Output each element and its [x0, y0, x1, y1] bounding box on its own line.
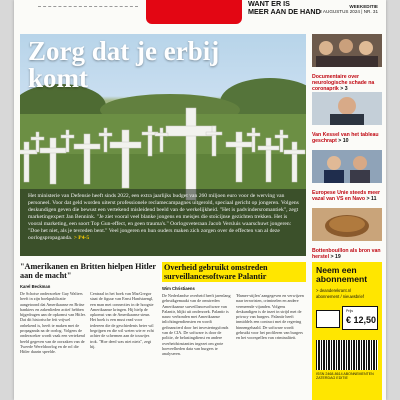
article-text-column: 'Hamer-stijlen' aangegeven en verwijzen naar terroristen, criminelen en andere vermeende vijanden. Volgens deskundigen is de inzet in strijd met de privacy van burgers. Palantir heeft inmiddels een contract met de regering binnengehaald. De software wordt gebruikt voor het profileren van burgers en het voorspellen van criminaliteit. [236, 293, 304, 341]
article-headline: Overheid gebruikt omstreden surveillancesoftware Palantir [162, 262, 306, 282]
hero-text-overlay [20, 189, 306, 256]
article-text-column: Centraal in het boek van MacGregor staat de figuur van Ernst Hanfstaengl, een man met connecties in de hoogste Amerikaanse kringen. Hij hielp de opkomst van de Amerikaanse steun. Het boek is een must read voor iedereen die de geschiedenis beter wil begrijpen en die wil weten wie er echt achter de schermen aan de touwtjes trok. "Hoe deed was niet niets", zegt hij. [90, 291, 154, 349]
qr-code-icon [316, 310, 340, 328]
price-label: Prijs [346, 309, 353, 313]
sidebar-item-bone-broth[interactable] [312, 208, 382, 260]
article-byline: Karel Beckman [20, 284, 51, 289]
sidebar-caption [312, 190, 382, 202]
hero-story[interactable] [20, 34, 306, 256]
sidebar-page-ref: > 10 [338, 138, 349, 144]
tagline-line-2: MEER AAN DE HAND [248, 7, 321, 16]
promo-link[interactable]: > deanderekrant.nl [316, 288, 352, 293]
masthead [14, 0, 386, 34]
article-columns [20, 291, 156, 400]
promo-subtext: abonnement / nieuwsbrief [316, 294, 364, 299]
hero-headline [28, 38, 298, 92]
hero-headline-line-2: komt [28, 63, 88, 93]
hero-body [28, 193, 300, 242]
sidebar-item-documentary[interactable] [312, 34, 382, 92]
barcode-icon [316, 340, 378, 370]
hero-body-text: Het ministerie van Defensie heeft sinds 2022, een extra jaarlijks budget van 260 miljoen euro voor de werving van personeel. Voor dat geld worden uiterst professionele reclamecampagnes uitgerold, speciaal gericht op jongeren. Volgens deskundigen geven die bewust een vertekend misleidend beeld van de werkelijkheid. "Het is padvindersromantiek", zegt marketingexpert Jan Bennink. "Je ziet vooral veel blanke jongens en meisjes die stoïcijnse gezichten trekken. Het is vooral marketing, een soort Top Gun-effect, en geen trauma's." Oorlogsveteraan Jacob Versluis waarschuwt jongeren: "Doe het niet, als je tevreden bent." Veel jongeren en hun ouders maken zich zorgen over de effecten van al deze oorlogspropaganda. [28, 193, 299, 241]
tagline-line-1: WANT ER IS [248, 0, 290, 8]
issue-type: WEEKEDITIE [349, 4, 378, 9]
teaser-image-crowd [312, 34, 382, 67]
newspaper-page [14, 0, 386, 400]
sidebar-caption [312, 248, 382, 260]
article-text-column: De Schotse onderzoeker Guy Walters heeft in zijn boekpublicatie aangetoond dat Amerikaanse en Britse bankiers en zakenlieden actief hebben bijgedragen aan de opkomst van Hitler. Dat dit historische feit vrijwel onbekend is, heeft te maken met de propaganda na de oorlog. Volgens de onderzoeker wordt vaak een vertekend beeld gegeven van de oorzaken van de Tweede Wereldoorlog en de rol die Hitler daarin speelde. [20, 291, 86, 355]
teaser-image-politicians [312, 150, 382, 183]
article-headline: "Amerikanen en Britten hielpen Hitler aan de macht" [20, 262, 156, 280]
sidebar-item-eu[interactable] [312, 150, 382, 202]
hero-page-ref[interactable]: > P4-5 [73, 235, 90, 241]
teaser-image-soup [312, 208, 382, 241]
article-byline: Wim Christiaens [162, 286, 195, 291]
sidebar-caption-text: Europese Unie steeds meer vazal van VS en Navo [312, 190, 381, 202]
sidebar-caption-text: Bottenbouillon als bron van herstel [312, 248, 381, 260]
article-hitler[interactable] [20, 262, 156, 400]
hero-headline-line-1: Zorg dat je erbij [28, 36, 220, 66]
teaser-image-portrait [312, 92, 382, 125]
sidebar-item-van-kessel[interactable] [312, 92, 382, 144]
issue-info [319, 4, 378, 15]
sidebar-page-ref: > 11 [366, 196, 377, 202]
sidebar-page-ref: > 3 [340, 86, 348, 92]
promo-box[interactable] [312, 262, 382, 400]
sidebar-caption-text: Documentaire over neurologische schade na coronaprik [312, 74, 375, 92]
newspaper-logo[interactable] [146, 0, 242, 24]
article-columns [162, 293, 306, 400]
issue-date: 2 AUGUSTUS 2024 | NR. 31 [319, 9, 378, 15]
article-text-column: De Nederlandse overheid heeft jarenlang gebruikgemaakt van de omstreden Amerikaanse surveillancesoftware van Palantir, blijkt uit onderzoek. Palantir is nauw verbonden met Amerikaanse inlichtingendiensten en wordt gefinancierd door het investeringsfonds van de CIA. De software is door de politie, de belastingdienst en andere overheidsinstanties ingezet om grote hoeveelheden data van burgers te analyseren. [162, 293, 231, 357]
article-palantir[interactable] [162, 262, 306, 400]
promo-title: Neem een abonnement [316, 265, 368, 285]
price-value: € 12,50 [346, 315, 377, 325]
promo-fineprint: ISSN 2468-8614 ABONNEMENTEN ZATERDAG EDITIE [316, 372, 374, 381]
sidebar-caption [312, 74, 382, 92]
sidebar-page-ref: > 19 [330, 254, 341, 260]
sidebar-caption-text: Van Kessel van het tableau geschrapt [312, 132, 379, 144]
sidebar-caption [312, 132, 382, 144]
price-box [342, 306, 378, 330]
masthead-divider [38, 6, 138, 9]
